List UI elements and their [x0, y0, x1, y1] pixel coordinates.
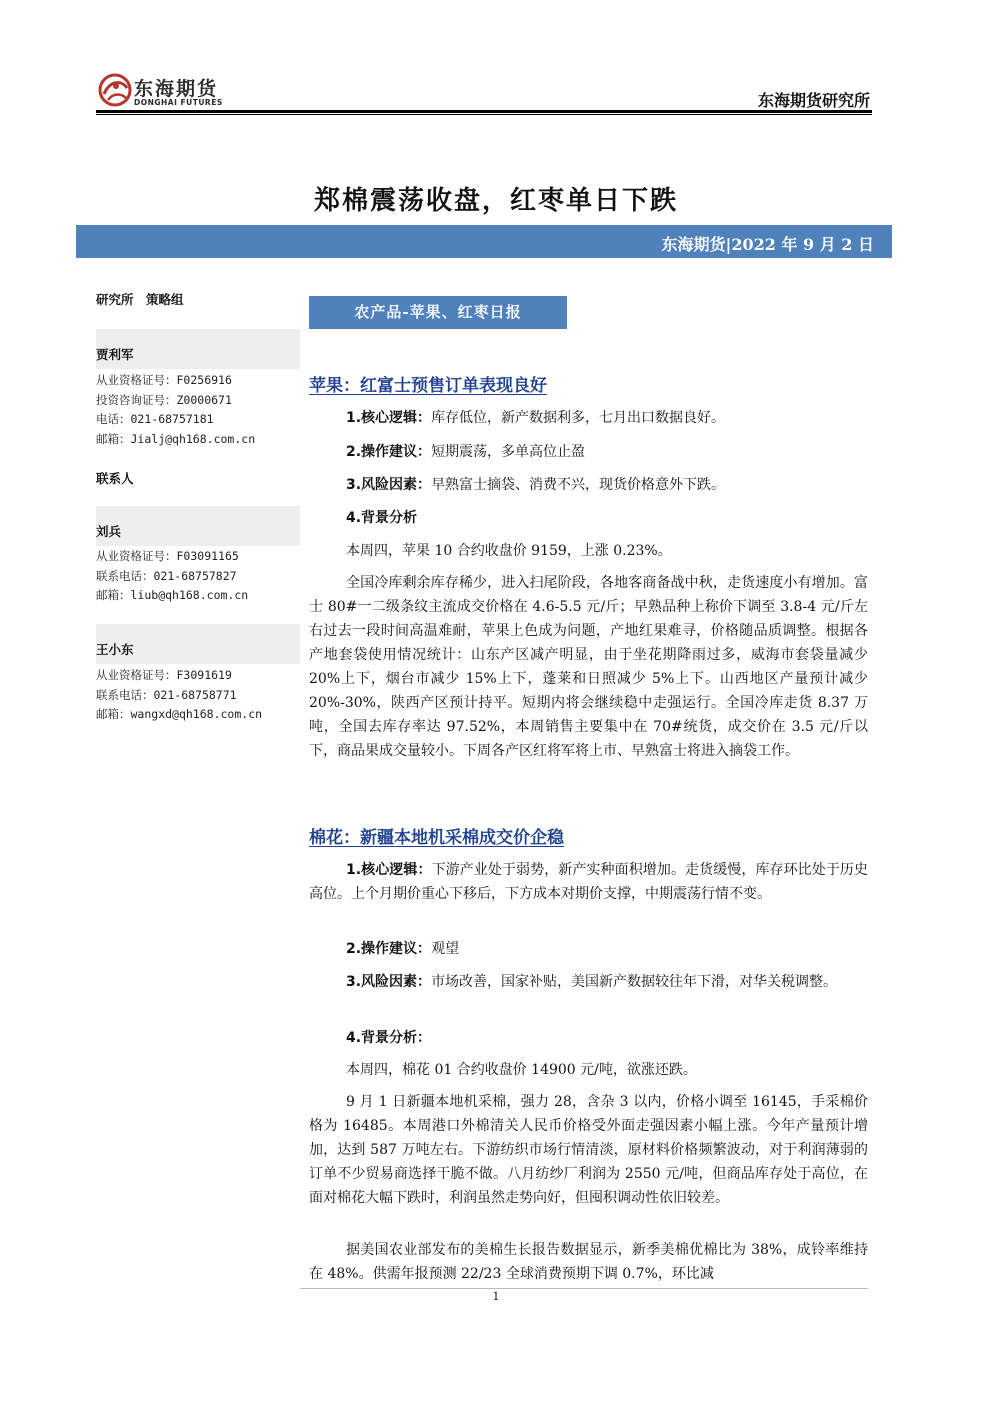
report-category-tag: 农产品-苹果、红枣日报: [309, 296, 567, 329]
contacts-label: 联系人: [96, 471, 134, 486]
item-label: 1.核心逻辑：: [346, 410, 432, 426]
item-text: 库存低位，新产数据利多，七月出口数据良好。: [431, 410, 726, 426]
contact-email[interactable]: 邮箱：wangxd@qh168.com.cn: [96, 707, 263, 721]
logo-chinese-name: 东海期货: [134, 78, 219, 100]
apple-background-heading: [309, 506, 868, 530]
apple-operation-advice: [309, 440, 868, 464]
logo-english-name: DONGHAI FUTURES: [134, 98, 223, 107]
cotton-core-logic: [309, 858, 868, 906]
company-logo: [96, 66, 236, 116]
report-title: 郑棉震荡收盘，红枣单日下跌: [313, 186, 678, 216]
apple-core-logic: [309, 406, 868, 430]
cotton-paragraph: 9 月 1 日新疆本地机采棉，强力 28，含杂 3 以内，价格小调至 16145，手采棉价格为 16485。本周港口外棉清关人民币价格受外面走强因素小幅上涨。今年产量预计增加，达到 587 万吨左右。下游纺织市场行情清淡，原材料价格频繁波动，对于利润薄弱的订单不少贸易商选择干脆不做。八月纺纱厂利润为 2550 元/吨，但商品库存处于高位，在面对棉花大幅下跌时，利润虽然走势向好，但囤积调动性依旧较差。: [309, 1094, 868, 1206]
analyst-consult-license: 投资咨询证号：Z0000671: [96, 392, 232, 407]
item-text: 观望: [431, 941, 460, 957]
footer-divider: [300, 1288, 868, 1289]
analyst-name: 贾利军: [96, 347, 134, 362]
analyst-license: 从业资格证号：F0256916: [96, 373, 232, 387]
item-label: 2.操作建议：: [346, 444, 432, 460]
institute-name: 东海期货研究所: [757, 91, 870, 110]
header-divider-thin: [96, 114, 872, 115]
item-label: 2.操作建议：: [346, 941, 432, 957]
cotton-section-title: 棉花：新疆本地机采棉成交价企稳: [309, 828, 564, 848]
analyst-details: [96, 371, 300, 449]
contact-name: 王小东: [96, 642, 134, 657]
page-number: 1: [492, 1290, 500, 1303]
report-date: 东海期货|2022 年 9 月 2 日: [661, 235, 874, 254]
item-text: 早熟富士摘袋、消费不兴，现货价格意外下跌。: [431, 477, 726, 493]
item-label: 4.背景分析: [346, 510, 418, 526]
item-text: 短期震荡，多单高位止盈: [431, 444, 586, 460]
analyst-email[interactable]: 邮箱：Jialj@qh168.com.cn: [96, 431, 256, 446]
contact-name-band: [96, 624, 300, 664]
item-text: 市场改善，国家补贴，美国新产数据较往年下滑，对华关税调整。: [431, 974, 838, 990]
cotton-background-heading: [309, 1026, 868, 1050]
apple-paragraph: 本周四，苹果 10 合约收盘价 9159，上涨 0.23%。: [346, 543, 672, 559]
apple-paragraph: 全国冷库剩余库存稀少，进入扫尾阶段，各地客商备战中秋，走货速度小有增加。富士 80#一二级条纹主流成交价格在 4.6-5.5 元/斤；早熟品种上称价下调至 3.8-4 元/斤左右过去一段时间高温难耐，苹果上色成为问题，产地红果难寻，价格随品质调整。根据各产地套袋使用情况统计：山东产区减产明显，由于坐花期降雨过多，威海市套袋量减少 20%上下，烟台市减少 15%上下，蓬莱和日照减少 5%上下。山西地区产量预计减少 20%-30%，陕西产区预计持平。短期内将会继续稳中走强运行。全国冷库走货 8.37 万吨，全国去库存率达 97.52%，本周销售主要集中在 70#统货，成交价在 3.5 元/斤以下，商品果成交量较小。下周各产区红将军将上市、早熟富士将进入摘袋工作。: [309, 575, 868, 759]
contact-email[interactable]: 邮箱：liub@qh168.com.cn: [96, 588, 249, 602]
sidebar-department: 研究所 策略组: [96, 292, 184, 307]
analyst-name-band: [96, 329, 300, 369]
cotton-operation-advice: [309, 937, 868, 961]
cotton-paragraph: 据美国农业部发布的美棉生长报告数据显示，新季美棉优棉比为 38%，成铃率维持在 48%。供需年报预测 22/23 全球消费预期下调 0.7%，环比减: [309, 1242, 868, 1282]
contact-phone: 联系电话：021-68758771: [96, 687, 237, 702]
contact-license: 从业资格证号：F03091165: [96, 549, 239, 563]
apple-risk-factors: [309, 473, 868, 497]
logo-emblem-icon: [96, 68, 134, 112]
item-text: 下游产业处于弱势，新产实种面积增加。走货缓慢，库存环比处于历史高位。上个月期价重心下移后，下方成本对期价支撑，中期震荡行情不变。: [309, 862, 869, 902]
contact-details: [96, 666, 300, 725]
cotton-paragraph: 本周四，棉花 01 合约收盘价 14900 元/吨，欲涨还跌。: [346, 1062, 697, 1078]
item-label: 3.风险因素：: [346, 477, 432, 493]
contact-name-band: [96, 506, 300, 546]
contact-details: [96, 547, 300, 606]
cotton-risk-factors: [309, 970, 868, 994]
contact-phone: 联系电话：021-68757827: [96, 568, 237, 583]
header-divider: [96, 110, 872, 113]
apple-section-title: 苹果：红富士预售订单表现良好: [309, 376, 547, 396]
analyst-phone: 电话：021-68757181: [96, 412, 214, 426]
item-label: 3.风险因素：: [346, 974, 432, 990]
contact-license: 从业资格证号：F3091619: [96, 668, 232, 682]
contact-name: 刘兵: [96, 524, 122, 539]
item-label: 1.核心逻辑：: [346, 862, 432, 878]
item-label: 4.背景分析：: [346, 1030, 432, 1046]
